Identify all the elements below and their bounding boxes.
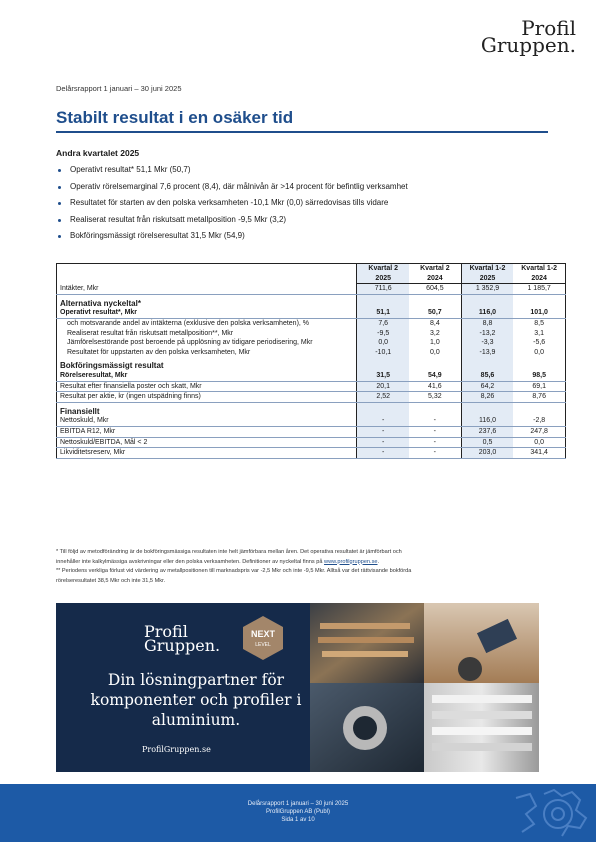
table-row [57,284,566,295]
table-cell: 98,5 [513,371,565,381]
section-heading: Andra kvartalet 2025 [56,148,140,158]
table-cell: 8,76 [513,392,565,403]
svg-text:LEVEL: LEVEL [255,642,271,648]
company-logo [480,16,576,57]
ad-url: ProfilGruppen.se [142,745,211,754]
table-row [57,371,566,381]
table-cell: 101,0 [513,308,565,318]
key-figures-table [56,263,566,459]
page-footer [0,784,596,842]
table-cell [461,402,513,416]
group-heading: Finansiellt [60,406,100,416]
footnote-2b: rörelseresultatet 38,5 Mkr och inte 31,5 Mkr. [56,577,166,584]
table-cell: 203,0 [461,448,513,459]
table-row [57,416,566,426]
table-cell: -13,2 [461,329,513,339]
table-cell: - [357,437,409,448]
table-row [57,338,566,348]
table-cell: -9,5 [357,329,409,339]
table-row [57,381,566,392]
table-cell: 2,52 [357,392,409,403]
svg-text:NEXT: NEXT [250,629,276,639]
column-header: Kvartal 2 2024 [409,264,461,284]
row-label: Jämförelsestörande post beroende på upplösning av tidigare periodisering, Mkr [67,339,313,347]
table-cell: 8,4 [429,319,440,327]
group-heading: Alternativa nyckeltal* [60,298,141,308]
table-cell [357,294,409,308]
table-header-empty [57,264,357,284]
table-cell: 8,5 [534,319,545,327]
group-heading: Bokföringsmässigt resultat [60,361,164,371]
table-cell: 116,0 [461,308,513,318]
table-cell: -3,3 [461,338,513,348]
ad-logo: Profil Gruppen. [144,622,221,655]
table-cell: 85,6 [461,371,513,381]
next-level-badge-icon [242,615,284,661]
table-cell: 50,7 [409,308,461,318]
table-cell [409,294,461,308]
table-cell [513,402,565,416]
table-cell: 0,0 [513,437,565,448]
table-cell: 64,2 [461,381,513,392]
table-cell: - [357,426,409,437]
page-title: Stabilt resultat i en osäker tid [56,108,294,127]
footer-line-1: Delårsrapport 1 januari – 30 juni 2025 [247,801,349,807]
table-cell: 51,1 [357,308,409,318]
row-label: Resultat per aktie, kr (ingen utspädning finns) [57,392,357,403]
row-label: Rörelseresultat, Mkr [57,371,357,381]
table-cell: 1 185,7 [513,284,565,295]
table-cell: 69,1 [513,381,565,392]
table-cell: 1,0 [429,339,440,347]
report-period: Delårsrapport 1 januari – 30 juni 2025 [56,84,182,93]
table-cell: 341,4 [513,448,565,459]
row-label: Resultat efter finansiella poster och skatt, Mkr [57,381,357,392]
table-cell [513,357,565,371]
list-item: Operativ rörelsemarginal 7,6 procent (8,4), där målnivån är >14 procent för befintlig verksamhet [56,179,408,196]
row-label: Nettoskuld/EBITDA, Mål < 2 [57,437,357,448]
table-cell [409,357,461,371]
logo-line-2: Gruppen. [480,33,576,57]
table-cell: -10,1 [357,348,409,358]
table-cell: 5,32 [409,392,461,403]
table-row [57,318,566,328]
row-label: Nettoskuld, Mkr [57,416,357,426]
table-cell [461,357,513,371]
table-cell: 3,2 [429,329,440,337]
table-cell: 604,5 [409,284,461,295]
table-cell: 20,1 [357,381,409,392]
table-cell: 0,0 [429,348,440,356]
table-cell: 711,6 [357,284,409,295]
ad-tagline: Din lösningpartner för komponenter och profiler i aluminium. [90,671,302,729]
table-cell: 31,5 [357,371,409,381]
list-item: Realiserat resultat från riskutsatt metallposition -9,5 Mkr (3,2) [56,212,408,229]
table-cell [409,402,461,416]
table-cell: 116,0 [461,416,513,426]
row-label: och motsvarande andel av intäkterna (exklusive den polska verksamheten), % [67,319,310,327]
table-cell [357,357,409,371]
column-header: Kvartal 1-2 2024 [513,264,565,284]
logo-line-1: Profil [521,16,576,40]
table-row [57,392,566,403]
table-cell [357,402,409,416]
table-cell: 247,8 [513,426,565,437]
table-cell: - [357,416,409,426]
row-label: Operativt resultat*, Mkr [57,308,357,318]
product-photo-collage [310,603,539,772]
advertisement-banner [56,603,539,772]
table-cell: -13,9 [461,348,513,358]
table-row [57,426,566,437]
footnote-2a: ** Periodens verkliga förlust vid värdering av metallpositionen till marknadspris var -2,5 Mkr och inte -9,5 Mkr. Alltså var det rättvisande bokförda [56,568,412,575]
table-cell: 0,0 [534,348,545,356]
footnotes [56,548,556,586]
group-heading-row [57,357,566,371]
table-row [57,448,566,459]
group-heading-row [57,402,566,416]
table-row [57,329,566,339]
column-header: Kvartal 1-2 2025 [461,264,513,284]
table-cell: 0,0 [357,338,409,348]
table-cell: - [409,437,461,448]
list-item: Bokföringsmässigt rörelseresultat 31,5 Mkr (54,9) [56,228,408,245]
gear-icon [496,784,596,842]
table-row [57,348,566,358]
group-heading-row [57,294,566,308]
table-cell: 237,6 [461,426,513,437]
table-cell: 8,8 [461,318,513,328]
highlights-list [56,162,408,245]
table-row [57,308,566,318]
table-cell: - [409,416,461,426]
row-label: Intäkter, Mkr [57,284,357,295]
table-cell: 54,9 [409,371,461,381]
table-cell: - [409,426,461,437]
table-cell: - [357,448,409,459]
table-cell: 8,26 [461,392,513,403]
table-cell: 0,5 [461,437,513,448]
table-cell [461,294,513,308]
table-cell: 3,1 [534,329,545,337]
list-item: Resultatet för starten av den polska verksamheten -10,1 Mkr (0,0) särredovisas tills vidare [56,195,408,212]
column-header: Kvartal 2 2025 [357,264,409,284]
footer-line-3: Sida 1 av 10 [281,817,315,823]
row-label: Realiserat resultat från riskutsatt metallposition**, Mkr [67,329,234,337]
table-row [57,437,566,448]
table-cell: 1 352,9 [461,284,513,295]
table-cell [513,294,565,308]
table-cell: - [409,448,461,459]
row-label: Resultatet för uppstarten av den polska verksamheten, Mkr [67,348,251,356]
row-label: Likviditetsreserv, Mkr [57,448,357,459]
table-cell: -5,6 [533,339,546,347]
website-link[interactable]: www.profilgruppen.se [324,558,378,565]
table-header-row [57,264,566,284]
table-cell: 7,6 [357,318,409,328]
list-item: Operativt resultat* 51,1 Mkr (50,7) [56,162,408,179]
footnote-1a: * Till följd av metodförändring är de bokföringsmässiga resultaten inte helt jämförbara mellan åren. Det operativa resultatet är jämförbart och [56,549,402,555]
table-cell: 41,6 [409,381,461,392]
footnote-1b: innehåller inte kalkylmässiga avskrivningar eller den polska verksamheten. Definitioner av nyckeltal finns på www.profilgruppen.se. [56,558,380,565]
row-label: EBITDA R12, Mkr [57,426,357,437]
title-divider [56,131,548,133]
table-cell: -2,8 [513,416,565,426]
footer-line-2: ProfilGruppen AB (Publ) [265,809,331,815]
